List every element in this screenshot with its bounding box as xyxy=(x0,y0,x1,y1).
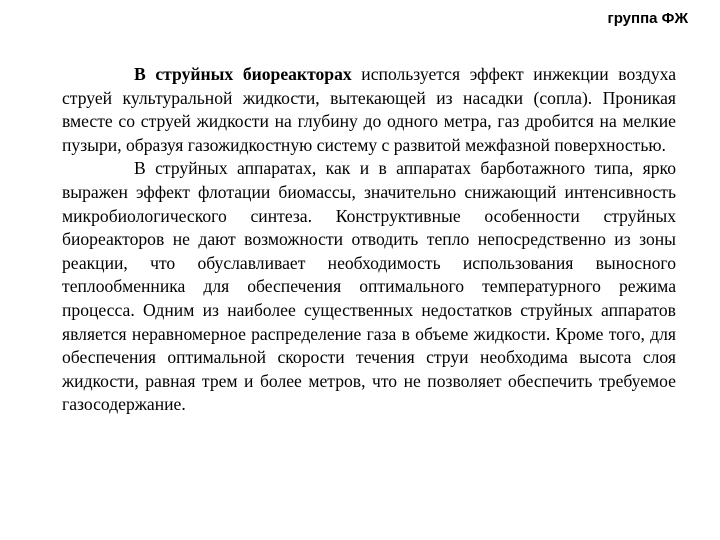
document-body xyxy=(62,63,676,417)
paragraph-1-lead: В струйных биореакторах xyxy=(134,64,352,84)
paragraph-2: В струйных аппаратах, как и в аппаратах барботажного типа, ярко выражен эффект флотации биомассы, значительно снижающий интенсивность микробиологического синтеза. Конструктивные особенности струйных биореакторов не дают возможности отводить тепло непосредственно из зоны реакции, что обуславливает необходимость использования выносного теплообменника для обеспечения оптимального температурного режима процесса. Одним из наиболее существенных недостатков струйных аппаратов является неравномерное распределение газа в объеме жидкости. Кроме того, для обеспечения оптимальной скорости течения струи необходима высота слоя жидкости, равная трем и более метров, что не позволяет обеспечить требуемое газосодержание. xyxy=(62,158,676,415)
paragraph-1-text: используется эффект инжекции воздуха струей культуральной жидкости, вытекающей из насадки (сопла). Проникая вместе со струей жидкости на глубину до одного метра, газ дробится на мелкие пузыри, образуя газожидкостную систему с развитой межфазной поверхностью. xyxy=(62,64,677,155)
paragraph-1 xyxy=(62,63,676,157)
group-label: группа ФЖ xyxy=(607,10,688,27)
